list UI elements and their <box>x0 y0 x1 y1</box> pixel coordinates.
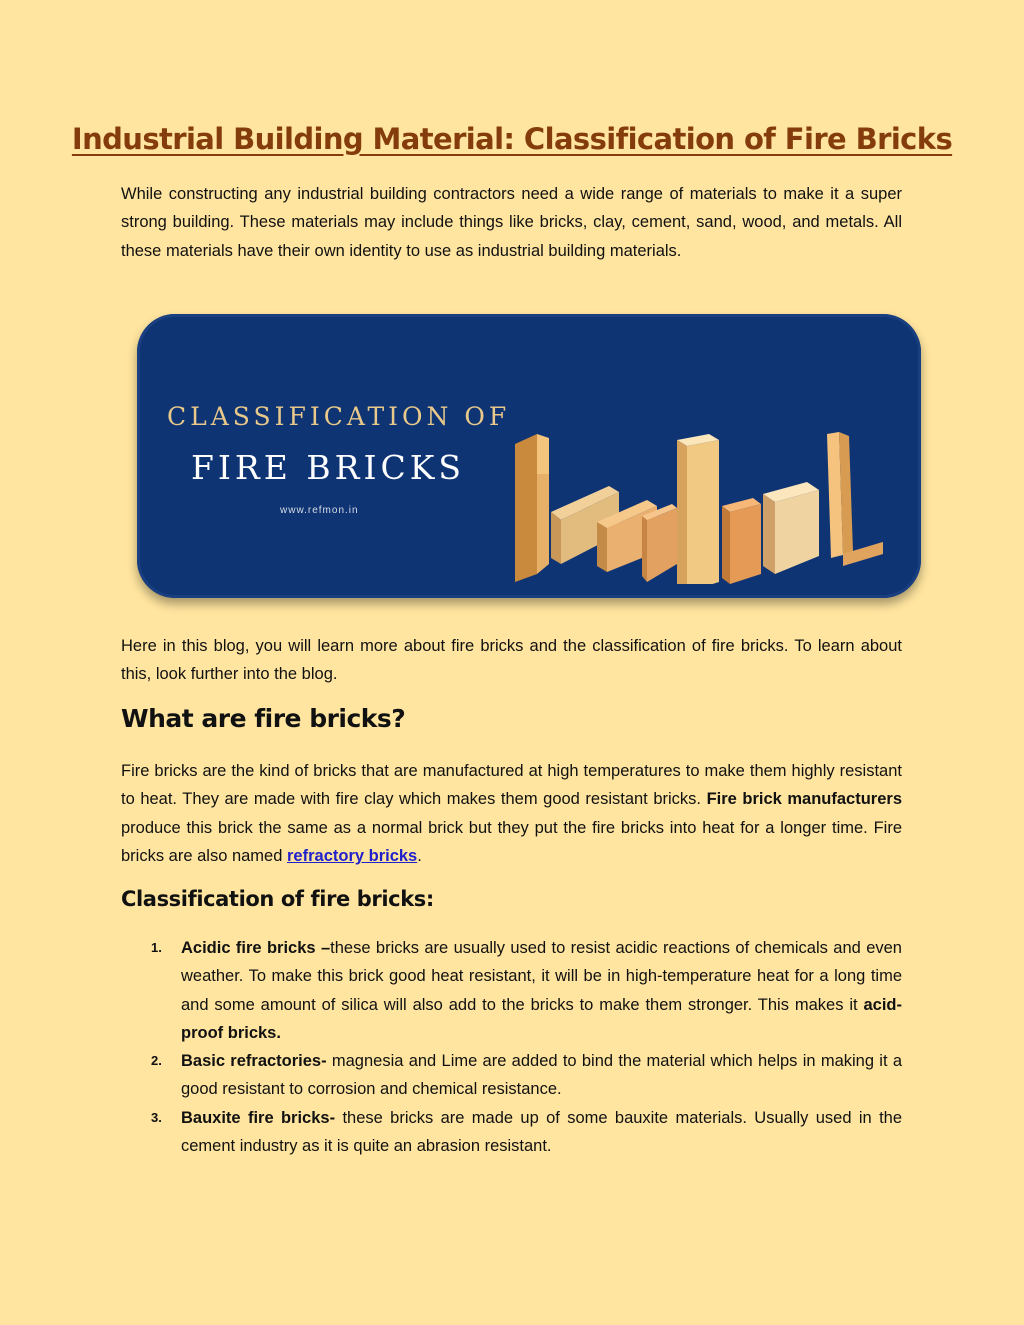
list-item-bold-end: acid-proof bricks. <box>181 995 902 1042</box>
fire-bricks-illustration <box>497 414 917 584</box>
list-number: 2. <box>151 1053 162 1069</box>
list-item-title: Acidic fire bricks – <box>181 939 331 957</box>
list-item <box>121 1047 902 1104</box>
list-item <box>121 1104 902 1161</box>
list-number: 3. <box>151 1109 162 1125</box>
list-item-title: Basic refractories- <box>181 1052 327 1071</box>
intro-paragraph: While constructing any industrial building contractors need a wide range of materials to make it a super strong building. These materials may include things like bricks, clay, cement, sand, wood, and metals. All these materials have their own identity to use as industrial building materials. <box>121 185 902 260</box>
banner-url: www.refmon.in <box>280 505 359 516</box>
section-heading-classification: Classification of fire bricks: <box>121 887 434 911</box>
list-item-text: these bricks are usually used to resist acidic reactions of chemicals and even weather. To make this brick good heat resistant, it will be in high-temperature heat for a long time and some amount of silica will also add to the bricks to make them stronger. This makes it <box>181 939 902 1014</box>
classification-list <box>121 934 902 1160</box>
page-title: Industrial Building Material: Classification of Fire Bricks <box>71 122 953 156</box>
refractory-bricks-link[interactable]: refractory bricks <box>287 846 418 865</box>
list-item-text: magnesia and Lime are added to bind the material which helps in making it a good resistant to corrosion and chemical resistance. <box>181 1052 902 1099</box>
paragraph-text: produce this brick the same as a normal brick but they put the fire bricks into heat for a longer time. Fire bricks are also named <box>121 818 902 865</box>
banner-line1: CLASSIFICATION OF <box>167 402 511 431</box>
fire-brick-manufacturers-bold: Fire brick manufacturers <box>706 790 902 809</box>
blog-intro-paragraph: Here in this blog, you will learn more about fire bricks and the classification of fire bricks. To learn about this, look further into the blog. <box>121 637 902 684</box>
list-item-title: Bauxite fire bricks- <box>181 1108 336 1127</box>
list-number: 1. <box>151 940 162 955</box>
section-heading-what-are-fire-bricks: What are fire bricks? <box>121 704 406 733</box>
list-item-text: these bricks are made up of some bauxite materials. Usually used in the cement industry as it is quite an abrasion resistant. <box>181 1108 903 1156</box>
fire-bricks-paragraph <box>121 757 902 870</box>
banner-image <box>137 314 921 598</box>
paragraph-text: . <box>417 846 422 865</box>
list-item <box>121 934 902 1047</box>
paragraph-text: Fire bricks are the kind of bricks that are manufactured at high temperatures to make them highly resistant to heat. They are made with fire clay which makes them good resistant bricks. <box>121 762 902 809</box>
banner-line2: FIRE BRICKS <box>191 448 466 487</box>
